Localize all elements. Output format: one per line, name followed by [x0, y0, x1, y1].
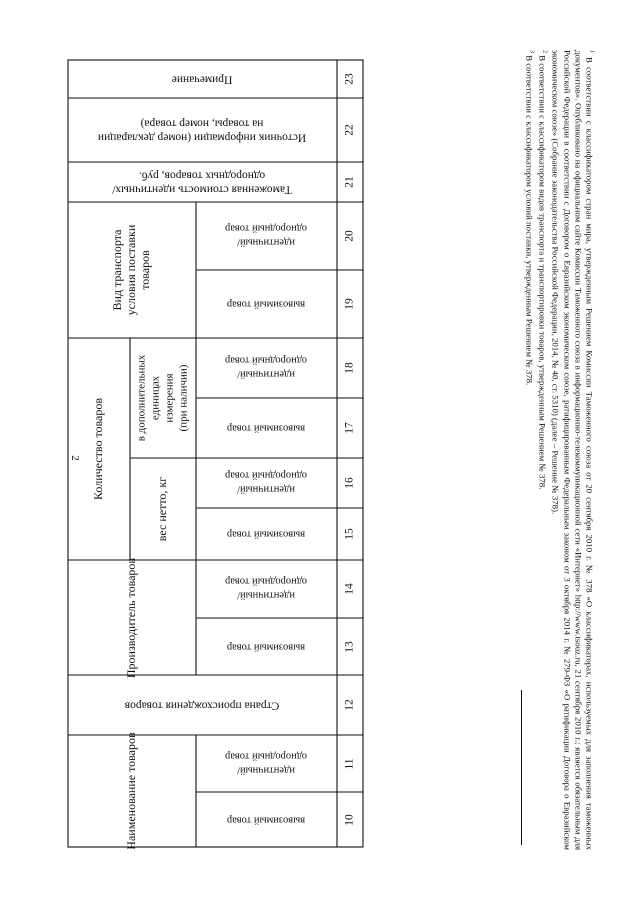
subheader-export-10: вывозимый товар	[226, 814, 306, 826]
footnote-3: $^3$ В соответствии с классификатором условий поставки, утвержденным Решением № 378.	[524, 50, 535, 386]
subheader-identical-18-l1: идентичный/	[237, 368, 295, 380]
subheader-identical-11-l2: однородный товар	[224, 750, 308, 762]
group-header-transport-l3: товаров	[137, 250, 152, 290]
subheader-identical-11-l1: идентичный/	[237, 764, 295, 776]
subheader-identical-16-l2: однородный товар	[224, 469, 308, 481]
group-header-quantity: Количество товаров	[90, 397, 105, 501]
header-customs-value-l1: Таможенная стоимость идентичных/	[112, 183, 292, 196]
header-info-source-l1: Источник информации (номер декларации	[97, 131, 307, 144]
subheader-identical-14-l2: однородный товар	[224, 575, 308, 587]
subheader-identical-20-l1: идентичный/	[237, 236, 295, 248]
col-num-20: 20	[343, 230, 356, 242]
col-num-11: 11	[343, 758, 356, 770]
header-note: Примечание	[171, 73, 233, 86]
col-num-21: 21	[343, 176, 356, 188]
col-num-10: 10	[343, 814, 356, 826]
col-num-14: 14	[343, 583, 356, 595]
subheader-export-19: вывозимый товар	[226, 298, 306, 310]
col-num-13: 13	[343, 641, 356, 653]
group-header-extra-units-l2: единицах	[149, 375, 162, 421]
footnote-1: $^1$ В соответствии с классификатором стран мира, утвержденным Решением Комиссии Таможенного союза от 20 сентября 2010 г. № 378 «О классификаторах, используемых для заполнения таможенных документов». Опубликовано на официальном сайте Комиссии Таможенного союза в информационно-телекоммуникационной сети «Интернет» http://www.tsouz.ru, 21 сентября 2010 г.; является обязательным для Российской Федерации в соответствии с Договором о Евразийском экономическом союзе, ратифицированным Федеральным законом от 3 октября 2014 г. № 279-ФЗ «О ратификации Договора о Евразийском экономическом союзе» (Собрание законодательства Российской Федерации, 2014, № 40, ст. 5310) (далее – Решение № 378).	[550, 50, 595, 850]
col-num-18: 18	[343, 362, 356, 374]
group-header-transport-l1: Вид транспорта	[109, 229, 124, 311]
footnotes	[524, 50, 597, 850]
col-num-15: 15	[343, 528, 356, 540]
page-number: 2	[68, 455, 81, 461]
col-num-19: 19	[343, 298, 356, 310]
subheader-export-15: вывозимый товар	[226, 528, 306, 540]
header-origin-country: Страна происхождения товаров	[124, 699, 280, 712]
group-header-transport-l2: условия поставки	[123, 224, 138, 316]
col-num-22: 22	[343, 124, 356, 136]
footnote-separator	[521, 690, 522, 845]
header-customs-value-l2: однородных товаров, руб.	[138, 169, 266, 182]
subheader-identical-14-l1: идентичный/	[237, 589, 295, 601]
col-num-17: 17	[343, 422, 356, 434]
group-header-extra-units-l3: измерения	[163, 373, 176, 423]
subheader-identical-18-l2: однородный товар	[224, 354, 308, 366]
group-header-extra-units-l4: (при наличии)	[177, 364, 190, 432]
col-num-12: 12	[343, 699, 356, 711]
group-header-extra-units-l1: в дополнительных	[135, 354, 148, 442]
group-header-name: Наименование товаров	[123, 732, 138, 850]
col-num-16: 16	[343, 477, 356, 489]
group-header-weight: вес нетто, кг	[154, 476, 169, 542]
col-num-23: 23	[343, 73, 356, 85]
subheader-identical-20-l2: однородный товар	[224, 222, 308, 234]
footnote-2: $^2$ В соответствии с классификатором видов транспорта и транспортировки товаров, утвержденным Решением № 378.	[537, 50, 548, 490]
header-info-source-l2: на товары, номер товара)	[140, 117, 264, 130]
subheader-identical-16-l1: идентичный/	[237, 483, 295, 495]
group-header-producer: Производитель товаров	[123, 557, 138, 679]
subheader-export-13: вывозимый товар	[226, 641, 306, 653]
subheader-export-17: вывозимый товар	[226, 422, 306, 434]
